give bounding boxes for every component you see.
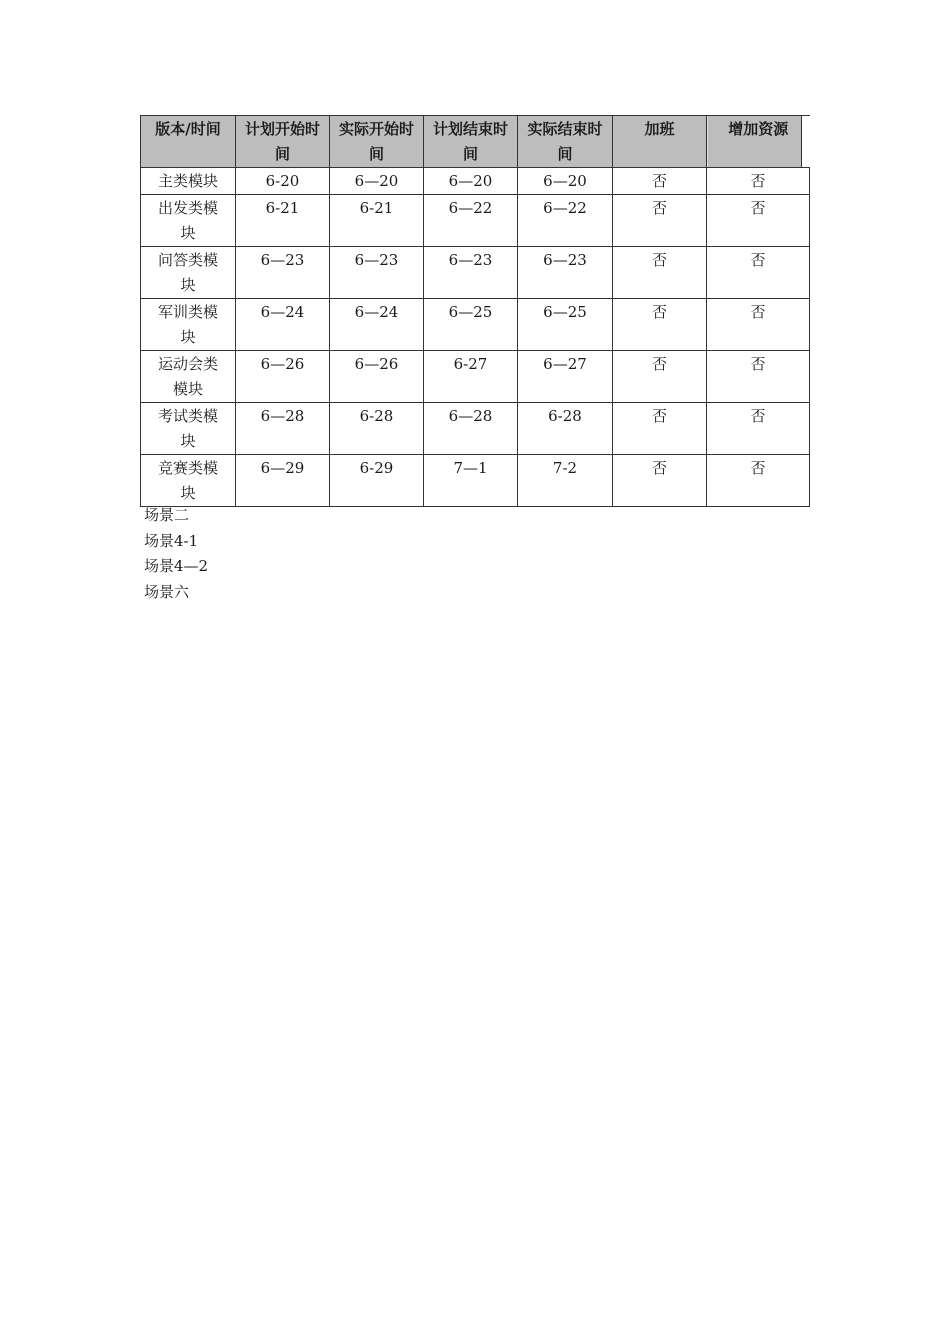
cell-planned-end: 6—23 [424,247,518,299]
scene-item: 场景六 [144,582,190,601]
cell-overtime: 否 [613,195,707,247]
header-planned-end: 计划结束时间 [424,116,518,168]
cell-planned-end: 6—25 [424,299,518,351]
cell-planned-end: 6-27 [424,351,518,403]
header-overtime: 加班 [613,116,707,168]
cell-planned-start: 6—28 [236,403,330,455]
cell-module: 问答类模块 [141,247,236,299]
header-add-resources: 增加资源 [707,116,810,168]
cell-module: 军训类模块 [141,299,236,351]
cell-add-resources: 否 [707,351,810,403]
cell-module: 运动会类模块 [141,351,236,403]
header-actual-start: 实际开始时间 [330,116,424,168]
schedule-table [140,115,810,507]
cell-actual-end: 6-28 [518,403,613,455]
cell-planned-start: 6—23 [236,247,330,299]
cell-add-resources: 否 [707,403,810,455]
scene-item: 场景二 [144,506,190,524]
table-row [141,455,810,507]
cell-planned-end: 6—20 [424,168,518,195]
cell-planned-start: 6—24 [236,299,330,351]
cell-planned-start: 6—29 [236,455,330,507]
table-row [141,168,810,195]
cell-planned-start: 6—26 [236,351,330,403]
table-row [141,351,810,403]
table-row [141,247,810,299]
cell-add-resources: 否 [707,247,810,299]
cell-module: 出发类模块 [141,195,236,247]
cell-actual-end: 6—23 [518,247,613,299]
cell-actual-end: 6—25 [518,299,613,351]
cell-actual-end: 6—27 [518,351,613,403]
cell-actual-end: 6—20 [518,168,613,195]
cell-actual-start: 6-29 [330,455,424,507]
scene-item: 场景4—2 [144,557,209,575]
cell-module: 考试类模块 [141,403,236,455]
cell-actual-start: 6—26 [330,351,424,403]
header-planned-start: 计划开始时间 [236,116,330,168]
cell-actual-end: 6—22 [518,195,613,247]
cell-actual-end: 7-2 [518,455,613,507]
cell-planned-end: 6—28 [424,403,518,455]
cell-add-resources: 否 [707,299,810,351]
header-actual-end: 实际结束时间 [518,116,613,168]
header-version-time: 版本/时间 [141,116,236,168]
cell-actual-start: 6—23 [330,247,424,299]
cell-actual-start: 6-28 [330,403,424,455]
table-row [141,299,810,351]
cell-planned-end: 6—22 [424,195,518,247]
cell-actual-start: 6—20 [330,168,424,195]
cell-overtime: 否 [613,299,707,351]
cell-overtime: 否 [613,351,707,403]
cell-overtime: 否 [613,168,707,195]
cell-actual-start: 6—24 [330,299,424,351]
cell-planned-end: 7—1 [424,455,518,507]
cell-overtime: 否 [613,455,707,507]
table-header-row [141,116,810,168]
cell-add-resources: 否 [707,195,810,247]
cell-actual-start: 6-21 [330,195,424,247]
cell-module: 主类模块 [141,168,236,195]
cell-add-resources: 否 [707,168,810,195]
cell-overtime: 否 [613,403,707,455]
cell-planned-start: 6-20 [236,168,330,195]
cell-add-resources: 否 [707,455,810,507]
cell-overtime: 否 [613,247,707,299]
scene-item: 场景4-1 [144,531,199,550]
cell-module: 竞赛类模块 [141,455,236,507]
table-row [141,195,810,247]
table-row [141,403,810,455]
scene-list [144,503,208,605]
cell-planned-start: 6-21 [236,195,330,247]
